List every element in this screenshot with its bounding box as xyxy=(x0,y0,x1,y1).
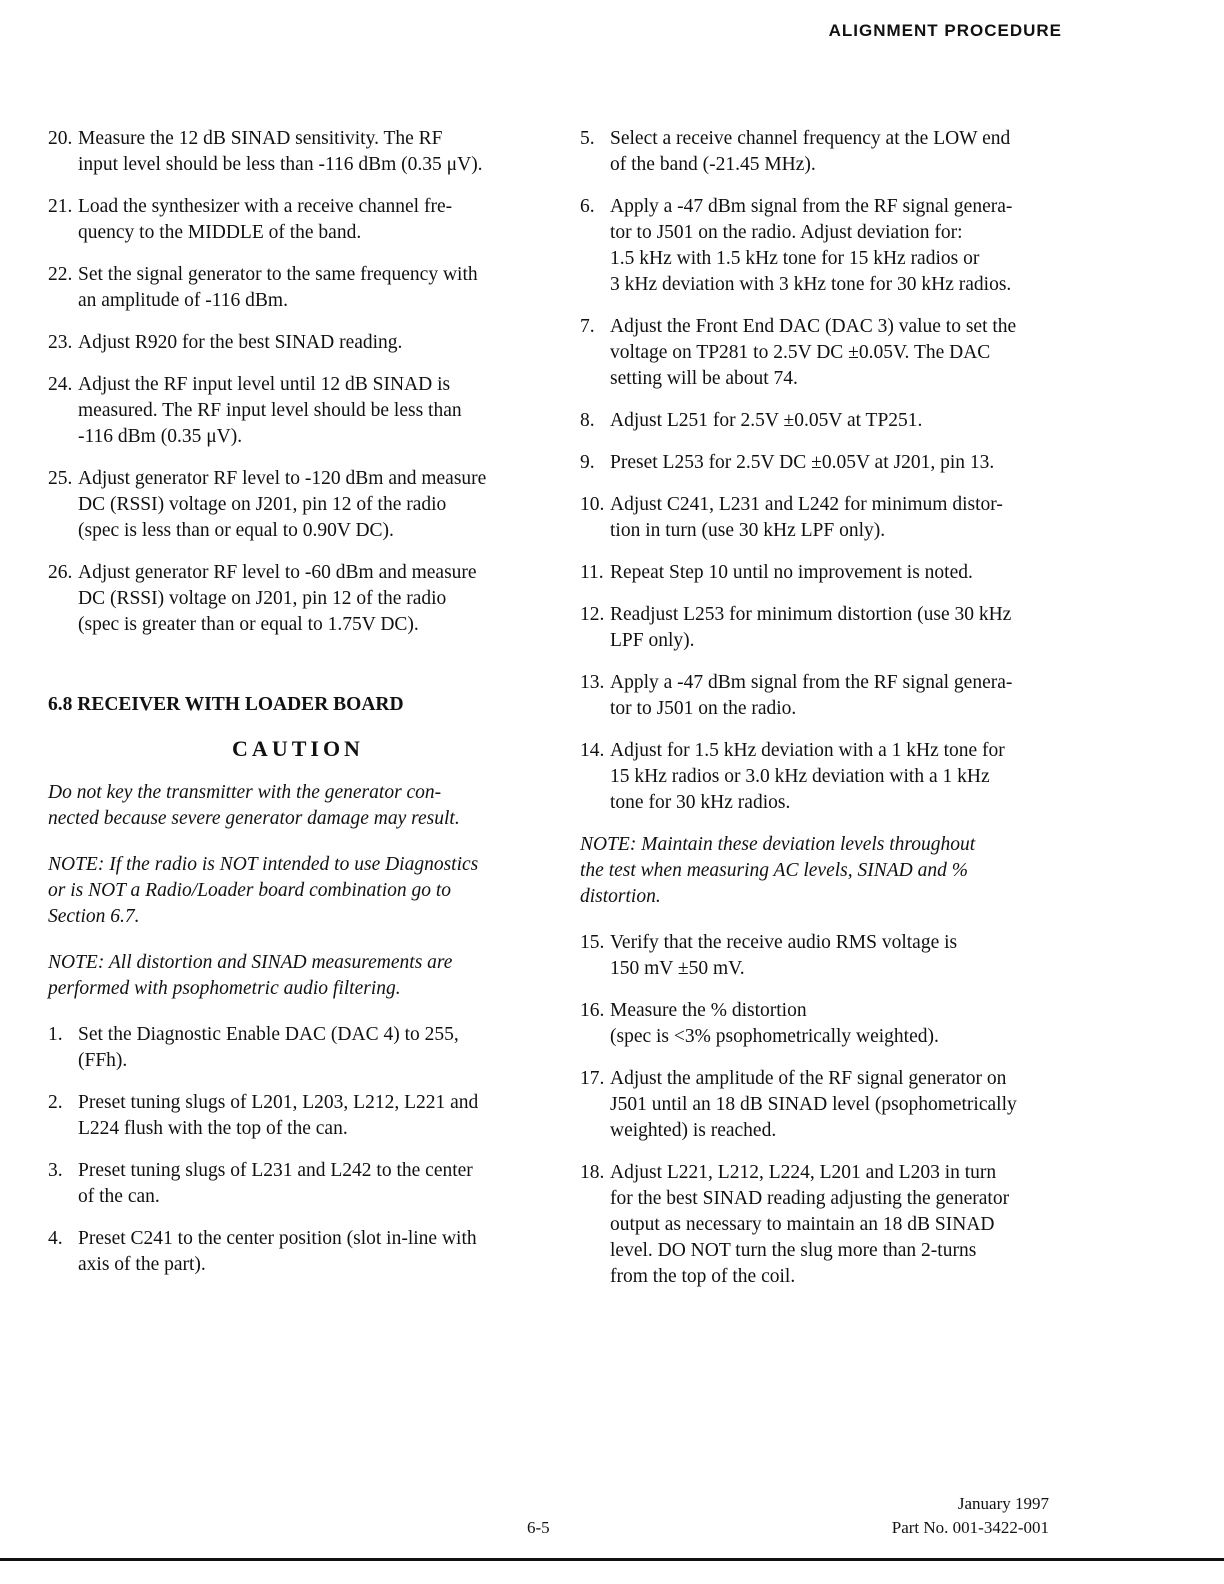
step-number: 9. xyxy=(580,452,595,473)
step-item xyxy=(580,670,1080,722)
step-item xyxy=(48,330,548,356)
section-block xyxy=(48,692,548,1002)
step-text: Adjust C241, L231 and L242 for minimum distor- tion in turn (use 30 kHz LPF only). xyxy=(610,494,1003,541)
left-steps-bottom xyxy=(48,1022,548,1278)
step-text: Set the signal generator to the same frequency with an amplitude of -116 dBm. xyxy=(78,264,478,311)
step-text: Verify that the receive audio RMS voltage is 150 mV ±50 mV. xyxy=(610,932,958,979)
step-item xyxy=(580,450,1080,476)
step-number: 6. xyxy=(580,196,595,217)
step-number: 17. xyxy=(580,1068,605,1089)
step-item xyxy=(580,560,1080,586)
step-number: 15. xyxy=(580,932,605,953)
step-number: 26. xyxy=(48,562,73,583)
left-steps-top xyxy=(48,126,548,638)
step-item xyxy=(48,466,548,544)
step-number: 25. xyxy=(48,468,73,489)
step-item xyxy=(580,408,1080,434)
step-text: Load the synthesizer with a receive channel fre- quency to the MIDDLE of the band. xyxy=(78,196,453,243)
step-text: Adjust generator RF level to -120 dBm and measure DC (RSSI) voltage on J201, pin 12 of the radio (spec is less than or equal to 0.90V DC). xyxy=(78,468,487,541)
right-column xyxy=(580,126,1080,1306)
page-number: 6-5 xyxy=(527,1518,550,1537)
step-item xyxy=(580,126,1080,178)
left-column xyxy=(48,126,548,1294)
bottom-rule xyxy=(0,1558,1224,1561)
step-text: Apply a -47 dBm signal from the RF signal genera- tor to J501 on the radio. xyxy=(610,672,1013,719)
step-number: 22. xyxy=(48,264,73,285)
step-item xyxy=(580,492,1080,544)
step-item xyxy=(48,1022,548,1074)
step-item xyxy=(48,1090,548,1142)
section-title: 6.8 RECEIVER WITH LOADER BOARD xyxy=(48,694,404,715)
step-number: 18. xyxy=(580,1162,605,1183)
step-number: 12. xyxy=(580,604,605,625)
step-item xyxy=(48,560,548,638)
step-number: 11. xyxy=(580,562,604,583)
step-number: 14. xyxy=(580,740,605,761)
step-number: 2. xyxy=(48,1092,63,1113)
step-number: 4. xyxy=(48,1228,63,1249)
step-text: Measure the 12 dB SINAD sensitivity. The RF input level should be less than -116 dBm (0.35 μV). xyxy=(78,128,483,175)
step-item xyxy=(580,602,1080,654)
step-number: 3. xyxy=(48,1160,63,1181)
step-number: 5. xyxy=(580,128,595,149)
step-item xyxy=(580,738,1080,816)
step-number: 21. xyxy=(48,196,73,217)
step-text: Adjust L251 for 2.5V ±0.05V at TP251. xyxy=(610,410,923,431)
step-number: 16. xyxy=(580,1000,605,1021)
step-text: Adjust L221, L212, L224, L201 and L203 in turn for the best SINAD reading adjusting the generator output as necessary to maintain an 18 dB SINAD level. DO NOT turn the slug more than 2-turns from the top of the coil. xyxy=(610,1162,1010,1287)
footer-date: January 1997 xyxy=(957,1494,1049,1513)
step-item xyxy=(580,194,1080,298)
step-text: Adjust R920 for the best SINAD reading. xyxy=(78,332,403,353)
step-item xyxy=(580,314,1080,392)
note-diagnostics: NOTE: If the radio is NOT intended to use Diagnostics or is NOT a Radio/Loader board combination go to Section 6.7. xyxy=(48,854,479,927)
step-text: Apply a -47 dBm signal from the RF signal genera- tor to J501 on the radio. Adjust deviation for: 1.5 kHz with 1.5 kHz tone for 15 kHz radios or 3 kHz deviation with 3 kHz tone for 30 kHz radios. xyxy=(610,196,1013,295)
step-item xyxy=(48,372,548,450)
right-steps-a xyxy=(580,126,1080,816)
step-text: Preset tuning slugs of L231 and L242 to the center of the can. xyxy=(78,1160,473,1207)
step-item xyxy=(580,998,1080,1050)
step-number: 8. xyxy=(580,410,595,431)
step-number: 20. xyxy=(48,128,73,149)
step-number: 23. xyxy=(48,332,73,353)
step-number: 7. xyxy=(580,316,595,337)
step-number: 10. xyxy=(580,494,605,515)
page-header: ALIGNMENT PROCEDURE xyxy=(828,21,1062,40)
note-psophometric: NOTE: All distortion and SINAD measurements are performed with psophometric audio filtering. xyxy=(48,952,453,999)
caution-text: Do not key the transmitter with the generator con- nected because severe generator damage may result. xyxy=(48,782,460,829)
step-text: Select a receive channel frequency at the LOW end of the band (-21.45 MHz). xyxy=(610,128,1011,175)
step-item xyxy=(48,1226,548,1278)
step-item xyxy=(48,262,548,314)
step-item xyxy=(48,1158,548,1210)
step-text: Preset C241 to the center position (slot in-line with axis of the part). xyxy=(78,1228,477,1275)
step-item xyxy=(580,1160,1080,1290)
step-text: Adjust the amplitude of the RF signal generator on J501 until an 18 dB SINAD level (psophometrically weighted) is reached. xyxy=(610,1068,1017,1141)
step-number: 1. xyxy=(48,1024,63,1045)
step-text: Adjust generator RF level to -60 dBm and measure DC (RSSI) voltage on J201, pin 12 of the radio (spec is greater than or equal to 1.75V DC). xyxy=(78,562,477,635)
step-text: Preset tuning slugs of L201, L203, L212, L221 and L224 flush with the top of the can. xyxy=(78,1092,479,1139)
right-steps-b xyxy=(580,930,1080,1290)
step-text: Preset L253 for 2.5V DC ±0.05V at J201, pin 13. xyxy=(610,452,995,473)
step-item xyxy=(580,1066,1080,1144)
step-text: Readjust L253 for minimum distortion (use 30 kHz LPF only). xyxy=(610,604,1012,651)
step-text: Adjust the Front End DAC (DAC 3) value to set the voltage on TP281 to 2.5V DC ±0.05V. The DAC setting will be about 74. xyxy=(610,316,1017,389)
step-text: Repeat Step 10 until no improvement is noted. xyxy=(610,562,973,583)
step-number: 13. xyxy=(580,672,605,693)
step-item xyxy=(580,930,1080,982)
step-text: Adjust for 1.5 kHz deviation with a 1 kHz tone for 15 kHz radios or 3.0 kHz deviation with a 1 kHz tone for 30 kHz radios. xyxy=(610,740,1005,813)
deviation-note: NOTE: Maintain these deviation levels throughout the test when measuring AC levels, SINAD and % distortion. xyxy=(580,834,976,907)
caution-heading: CAUTION xyxy=(232,736,364,761)
step-text: Measure the % distortion (spec is <3% psophometrically weighted). xyxy=(610,1000,939,1047)
step-number: 24. xyxy=(48,374,73,395)
step-item xyxy=(48,194,548,246)
step-text: Adjust the RF input level until 12 dB SINAD is measured. The RF input level should be less than -116 dBm (0.35 μV). xyxy=(78,374,462,447)
step-text: Set the Diagnostic Enable DAC (DAC 4) to 255, (FFh). xyxy=(78,1024,459,1071)
step-item xyxy=(48,126,548,178)
footer-part-number: Part No. 001-3422-001 xyxy=(891,1518,1049,1537)
